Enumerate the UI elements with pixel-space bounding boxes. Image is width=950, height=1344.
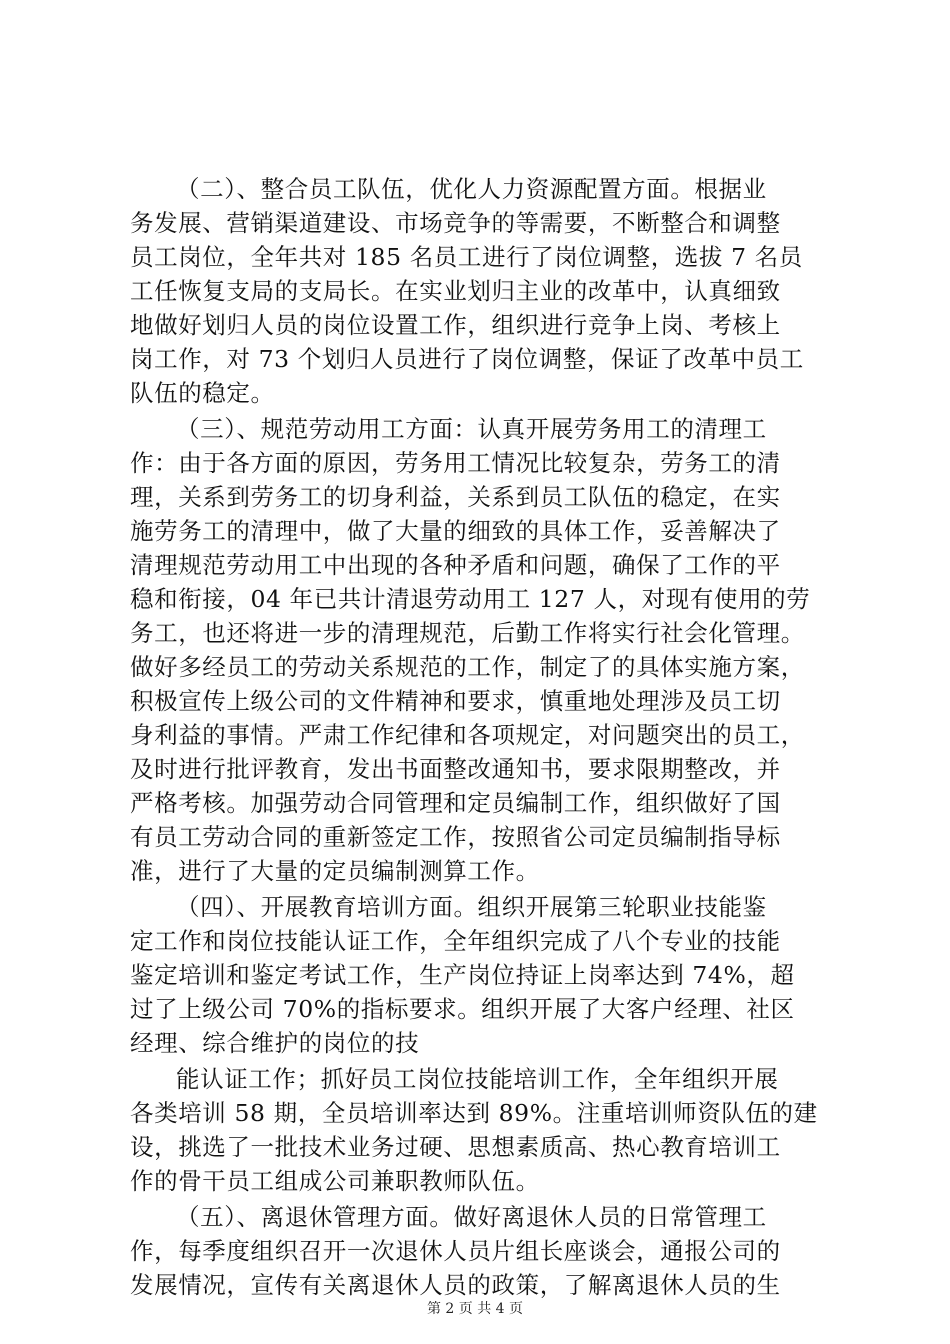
paragraph-3-line-7: 务工，也还将进一步的清理规范，后勤工作将实行社会化管理。 bbox=[130, 619, 805, 647]
paragraph-5-line-2: 作，每季度组织召开一次退休人员片组长座谈会，通报公司的 bbox=[130, 1237, 781, 1265]
paragraph-3-line-3: 理，关系到劳务工的切身利益，关系到员工队伍的稳定，在实 bbox=[130, 483, 781, 511]
paragraph-2-line-4: 工任恢复支局的支局长。在实业划归主业的改革中，认真细致 bbox=[130, 277, 781, 305]
paragraph-2-line-3: 员工岗位，全年共对 185 名员工进行了岗位调整，选拔 7 名员 bbox=[130, 243, 803, 271]
paragraph-3-line-1: （三）、规范劳动用工方面：认真开展劳务用工的清理工 bbox=[176, 415, 767, 443]
paragraph-2-line-5: 地做好划归人员的岗位设置工作，组织进行竞争上岗、考核上 bbox=[130, 311, 781, 339]
paragraph-2-line-1: （二）、整合员工队伍，优化人力资源配置方面。根据业 bbox=[176, 175, 767, 203]
paragraph-3-line-5: 清理规范劳动用工中出现的各种矛盾和问题，确保了工作的平 bbox=[130, 551, 781, 579]
paragraph-4-line-5: 经理、综合维护的岗位的技 bbox=[130, 1029, 420, 1057]
paragraph-3-line-4: 施劳务工的清理中，做了大量的细致的具体工作，妥善解决了 bbox=[130, 517, 781, 545]
paragraph-2-line-7: 队伍的稳定。 bbox=[130, 379, 275, 407]
paragraph-4-continued-line-2: 各类培训 58 期，全员培训率达到 89%。注重培训师资队伍的建 bbox=[130, 1099, 818, 1127]
paragraph-4-line-2: 定工作和岗位技能认证工作，全年组织完成了八个专业的技能 bbox=[130, 927, 781, 955]
paragraph-3-line-6: 稳和衔接，04 年已共计清退劳动用工 127 人，对现有使用的劳 bbox=[130, 585, 811, 613]
paragraph-4-continued-line-1: 能认证工作；抓好员工岗位技能培训工作，全年组织开展 bbox=[176, 1065, 779, 1093]
paragraph-3-line-9: 积极宣传上级公司的文件精神和要求，慎重地处理涉及员工切 bbox=[130, 687, 781, 715]
paragraph-3-line-11: 及时进行批评教育，发出书面整改通知书，要求限期整改，并 bbox=[130, 755, 781, 783]
paragraph-2-line-2: 务发展、营销渠道建设、市场竞争的等需要，不断整合和调整 bbox=[130, 209, 781, 237]
paragraph-3-line-13: 有员工劳动合同的重新签定工作，按照省公司定员编制指导标 bbox=[130, 823, 781, 851]
paragraph-4-line-3: 鉴定培训和鉴定考试工作，生产岗位持证上岗率达到 74%，超 bbox=[130, 961, 795, 989]
paragraph-4-line-1: （四）、开展教育培训方面。组织开展第三轮职业技能鉴 bbox=[176, 893, 767, 921]
paragraph-3-line-12: 严格考核。加强劳动合同管理和定员编制工作，组织做好了国 bbox=[130, 789, 781, 817]
paragraph-5-line-1: （五）、离退休管理方面。做好离退休人员的日常管理工 bbox=[176, 1203, 767, 1231]
paragraph-4-continued-line-3: 设，挑选了一批技术业务过硬、思想素质高、热心教育培训工 bbox=[130, 1133, 781, 1161]
paragraph-4-line-4: 过了上级公司 70%的指标要求。组织开展了大客户经理、社区 bbox=[130, 995, 795, 1023]
paragraph-3-line-2: 作：由于各方面的原因，劳务用工情况比较复杂，劳务工的清 bbox=[130, 449, 781, 477]
page-number-footer: 第 2 页 共 4 页 bbox=[426, 1301, 524, 1317]
paragraph-2-line-6: 岗工作，对 73 个划归人员进行了岗位调整，保证了改革中员工 bbox=[130, 345, 804, 373]
paragraph-3-line-10: 身利益的事情。严肃工作纪律和各项规定，对问题突出的员工， bbox=[130, 721, 805, 749]
paragraph-4-continued-line-4: 作的骨干员工组成公司兼职教师队伍。 bbox=[130, 1167, 540, 1195]
paragraph-3-line-8: 做好多经员工的劳动关系规范的工作，制定了的具体实施方案， bbox=[130, 653, 805, 681]
paragraph-3-line-14: 准，进行了大量的定员编制测算工作。 bbox=[130, 857, 540, 885]
paragraph-5-line-3: 发展情况，宣传有关离退休人员的政策，了解离退休人员的生 bbox=[130, 1271, 781, 1299]
